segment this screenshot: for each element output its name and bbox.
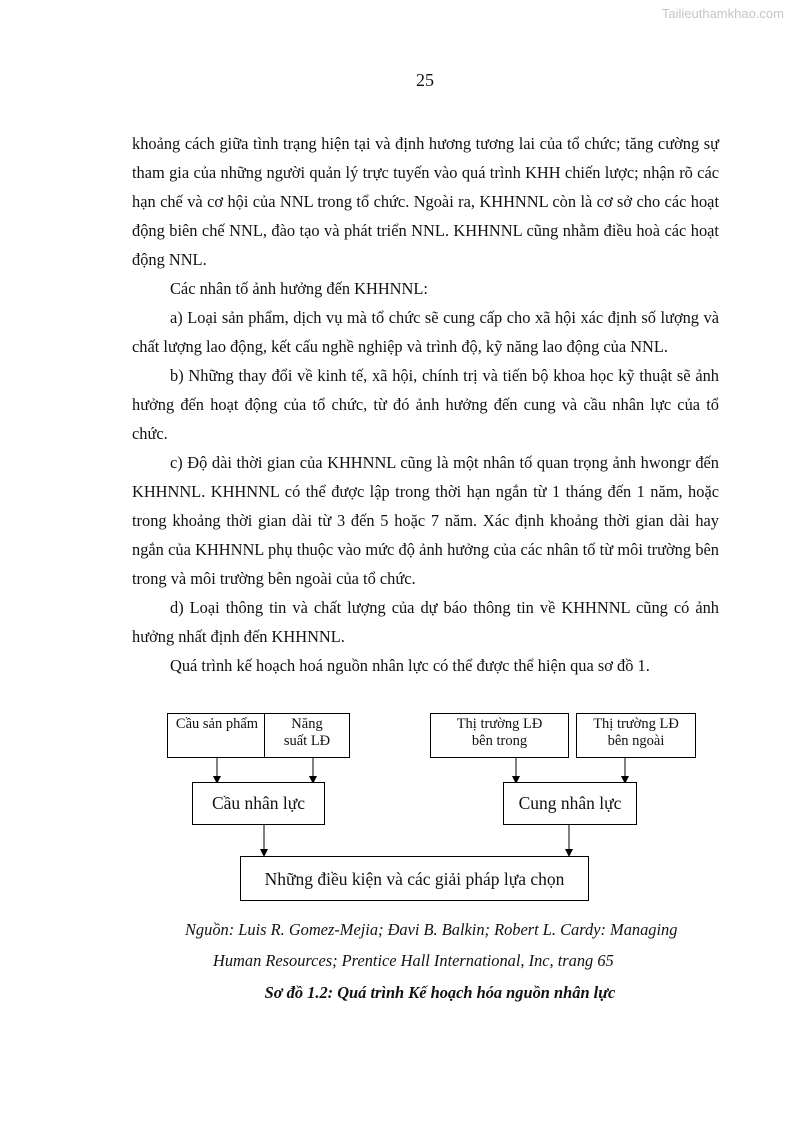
box-thi-truong-trong: Thị trường LĐ bên trong [430,713,569,758]
source-line-1: Nguồn: Luis R. Gomez-Mejia; Đavi B. Balkin; Robert L. Cardy: Managing [185,920,678,939]
paragraph-intro: khoảng cách giữa tình trạng hiện tại và định hương tương lai của tổ chức; tăng cường sự tham gia của những người quản lý trực tuyến vào quá trình KHH chiến lược; nhận rõ các hạn chế và cơ hội của NNL trong tổ chức. Ngoài ra, KHHNNL còn là cơ sở cho các hoạt động biên chế NNL, đào tạo và phát triển NNL. KHHNNL cũng nhằm điều hoà các hoạt động NNL. [132,134,719,269]
paragraph-factor-b: b) Những thay đổi về kinh tế, xã hội, chính trị và tiến bộ khoa học kỹ thuật sẽ ảnh hưởng đến hoạt động của tổ chức, từ đó ảnh hưởng đến cung và cầu nhân lực của tổ chức. [132,366,719,443]
paragraph-factor-a: a) Loại sản phẩm, dịch vụ mà tổ chức sẽ cung cấp cho xã hội xác định số lượng và chất lượng lao động, kết cấu nghề nghiệp và trình độ, kỹ năng lao động của NNL. [132,308,719,356]
box-cau-nhan-luc: Cầu nhân lực [192,782,325,825]
hr-planning-diagram [0,713,794,913]
box-cung-nhan-luc: Cung nhân lực [503,782,637,825]
source-line-2: Human Resources; Prentice Hall International, Inc, trang 65 [213,951,614,970]
body-text [132,129,719,680]
paragraph-factors-heading: Các nhân tố ảnh hưởng đến KHHNNL: [170,279,428,298]
watermark: Tailieuthamkhao.com [661,6,784,21]
paragraph-factor-d: d) Loại thông tin và chất lượng của dự báo thông tin về KHHNNL cũng có ảnh hưởng nhất định đến KHHNNL. [132,598,719,646]
page-number: 25 [416,70,434,90]
box-cau-san-pham: Cầu sản phẩm [167,713,267,758]
box-nang-suat: Năng suất LĐ [264,713,350,758]
diagram-caption: Sơ đồ 1.2: Quá trình Kế hoạch hóa nguồn nhân lực [264,983,616,1002]
paragraph-diagram-intro: Quá trình kế hoạch hoá nguồn nhân lực có thể được thể hiện qua sơ đồ 1. [170,656,650,675]
box-dieu-kien-giai-phap: Những điều kiện và các giải pháp lựa chọn [240,856,589,901]
box-thi-truong-ngoai: Thị trường LĐ bên ngoài [576,713,696,758]
paragraph-factor-c: c) Độ dài thời gian của KHHNNL cũng là một nhân tố quan trọng ảnh hwongr đến KHHNNL. KHHNNL có thể được lập trong thời hạn ngắn từ 1 tháng đến 1 năm, hoặc trong khoảng thời gian dài từ 3 đến 5 hoặc 7 năm. Xác định khoảng thời gian dài hay ngắn của KHHNNL phụ thuộc vào mức độ ảnh hưởng của các nhân tố từ môi trường bên trong và môi trường bên ngoài của tổ chức. [132,453,719,588]
